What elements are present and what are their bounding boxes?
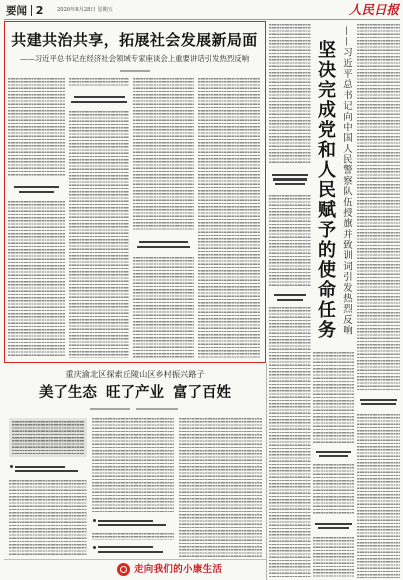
body-text [69, 111, 129, 358]
police-article-subtitle: ——习近平总书记向中国人民警察队伍授旗并致训词引发热烈反响 [341, 26, 352, 336]
village-article[interactable] [4, 364, 266, 558]
police-article-headline: 坚决完成党和人民赋予的使命任务 [315, 40, 336, 340]
subheading-line [318, 527, 350, 529]
column-banner[interactable] [4, 559, 266, 579]
lead-article-byline [120, 70, 150, 72]
subheading-line [277, 299, 302, 301]
body-text [69, 78, 129, 87]
subheading-line [98, 520, 153, 522]
subheading-line [139, 241, 188, 243]
subheading-line [360, 399, 398, 401]
header-rule [4, 19, 400, 20]
subheading [9, 461, 87, 477]
body-text [179, 418, 262, 557]
banner-title: 走向我们的小康生活 [134, 564, 223, 575]
village-article-byline [90, 408, 130, 410]
body-text [269, 307, 311, 578]
body-text [8, 78, 65, 177]
lead-article-subtitle: ——习近平总书记在经济社会领域专家座谈会上重要讲话引发热烈反响 [19, 54, 250, 63]
subheading-line [98, 551, 163, 553]
body-text [313, 352, 354, 444]
body-text [198, 78, 260, 358]
body-text [269, 195, 311, 288]
subheading [69, 91, 129, 108]
subheading-line [15, 470, 78, 472]
lead-summary-box [9, 418, 87, 457]
subheading-line [98, 524, 166, 526]
subheading-line [98, 546, 153, 548]
body-text [133, 78, 194, 231]
bullet-icon [10, 465, 13, 468]
column-rule [266, 364, 267, 580]
subheading-line [14, 186, 58, 188]
subheading [133, 235, 194, 254]
body-text [313, 464, 354, 515]
subheading-line [272, 174, 309, 176]
body-text [12, 421, 84, 454]
subheading [269, 291, 311, 304]
body-text [133, 257, 194, 358]
subheading-line [316, 451, 351, 453]
subheading-line [275, 183, 304, 185]
subheading [357, 393, 400, 411]
body-text [269, 24, 311, 164]
subheading [313, 447, 354, 461]
village-article-kicker: 重庆渝北区探索丘陵山区乡村振兴路子 [65, 369, 205, 379]
issue-date: 2020年8月28日 星期五 [57, 7, 113, 13]
bullet-icon [93, 546, 96, 549]
body-text [357, 414, 400, 578]
subheading [269, 167, 311, 192]
lead-article[interactable] [4, 21, 266, 363]
subheading-line [273, 178, 307, 180]
subheading-line [19, 191, 54, 193]
bullet-icon [93, 519, 96, 522]
banner-emblem-icon [117, 563, 130, 576]
village-article-headline: 美了生态 旺了产业 富了百姓 [38, 385, 232, 401]
subheading [92, 543, 174, 556]
subheading-line [315, 523, 352, 525]
masthead-logo: 人民日报 [349, 2, 400, 17]
subheading-line [319, 455, 348, 457]
village-article-byline [136, 408, 178, 410]
subheading-line [71, 101, 126, 103]
section-separator [31, 5, 32, 16]
police-article[interactable] [267, 21, 401, 578]
subheading-line [274, 294, 306, 296]
page-number: 2 [35, 4, 44, 17]
subheading [313, 518, 354, 534]
subheading-line [137, 246, 191, 248]
subheading [92, 516, 174, 530]
body-text [9, 480, 87, 557]
section-tab [6, 3, 43, 18]
subheading-line [361, 403, 395, 405]
subheading [8, 181, 65, 198]
section-label: 要闻 [6, 5, 27, 17]
body-text [8, 201, 65, 358]
body-text [92, 533, 174, 540]
body-text [313, 537, 354, 578]
body-text [357, 24, 400, 390]
lead-article-headline: 共建共治共享，拓展社会发展新局面 [11, 31, 258, 49]
subheading-line [15, 466, 65, 468]
subheading-line [74, 96, 125, 98]
body-text [92, 418, 174, 513]
